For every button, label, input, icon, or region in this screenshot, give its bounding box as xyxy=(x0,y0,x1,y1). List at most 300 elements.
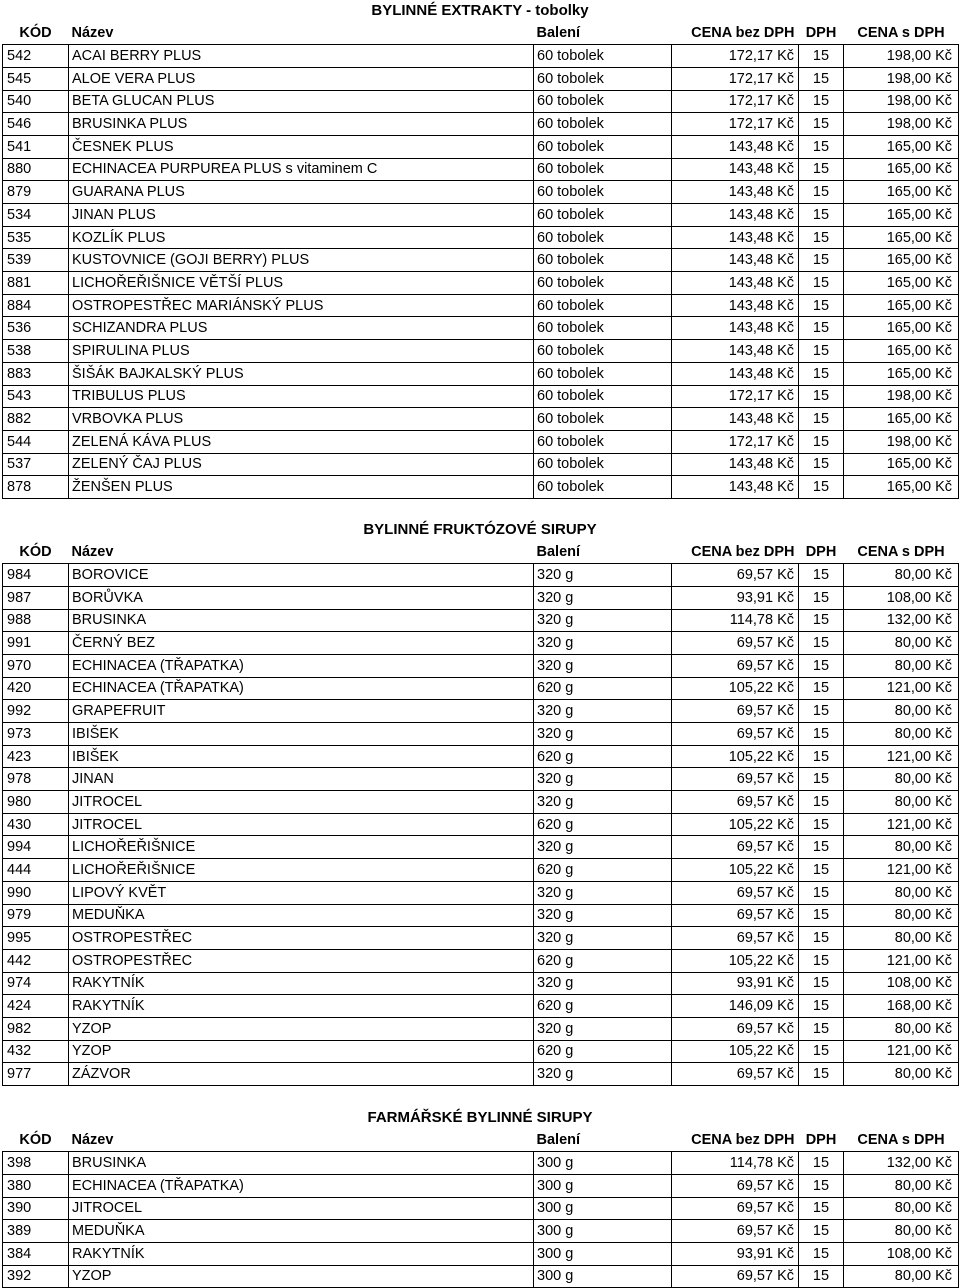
header-baleni: Balení xyxy=(536,1132,581,1149)
cell-dph: 15 xyxy=(799,972,844,995)
cell-kod: 423 xyxy=(3,745,69,768)
cell-baleni: 300 g xyxy=(534,1152,672,1175)
cell-dph: 15 xyxy=(799,430,844,453)
cell-baleni: 620 g xyxy=(534,859,672,882)
cell-kod: 430 xyxy=(3,813,69,836)
cell-baleni: 320 g xyxy=(534,972,672,995)
cell-nazev: MEDUŇKA xyxy=(69,904,534,927)
table-row xyxy=(3,294,959,317)
cell-kod: 432 xyxy=(3,1040,69,1063)
cell-nazev: JITROCEL xyxy=(69,791,534,814)
section-bylinne-extrakty xyxy=(0,0,960,499)
cell-baleni: 60 tobolek xyxy=(534,113,672,136)
cell-nazev: RAKYTNÍK xyxy=(69,995,534,1018)
cell-cena-s-dph: 80,00 Kč xyxy=(844,1174,959,1197)
cell-cena-s-dph: 80,00 Kč xyxy=(844,654,959,677)
cell-baleni: 620 g xyxy=(534,1040,672,1063)
cell-cena-bez-dph: 69,57 Kč xyxy=(672,1174,799,1197)
cell-kod: 534 xyxy=(3,204,69,227)
cell-nazev: JITROCEL xyxy=(69,1197,534,1220)
cell-kod: 380 xyxy=(3,1174,69,1197)
cell-kod: 539 xyxy=(3,249,69,272)
cell-kod: 544 xyxy=(3,430,69,453)
cell-baleni: 620 g xyxy=(534,949,672,972)
cell-kod: 978 xyxy=(3,768,69,791)
cell-cena-bez-dph: 143,48 Kč xyxy=(672,181,799,204)
cell-cena-s-dph: 165,00 Kč xyxy=(844,408,959,431)
cell-kod: 384 xyxy=(3,1242,69,1265)
cell-nazev: BRUSINKA PLUS xyxy=(69,113,534,136)
cell-cena-s-dph: 165,00 Kč xyxy=(844,272,959,295)
cell-cena-bez-dph: 143,48 Kč xyxy=(672,158,799,181)
cell-nazev: ECHINACEA (TŘAPATKA) xyxy=(69,654,534,677)
cell-cena-s-dph: 80,00 Kč xyxy=(844,904,959,927)
cell-cena-bez-dph: 105,22 Kč xyxy=(672,813,799,836)
price-table xyxy=(2,541,959,1086)
section-farmarske-sirupy xyxy=(0,1107,960,1288)
cell-baleni: 320 g xyxy=(534,904,672,927)
cell-dph: 15 xyxy=(799,677,844,700)
cell-dph: 15 xyxy=(799,135,844,158)
table-row xyxy=(3,995,959,1018)
cell-cena-s-dph: 132,00 Kč xyxy=(844,609,959,632)
cell-dph: 15 xyxy=(799,294,844,317)
table-row xyxy=(3,904,959,927)
cell-nazev: VRBOVKA PLUS xyxy=(69,408,534,431)
cell-nazev: BRUSINKA xyxy=(69,1152,534,1175)
header-cena-s-dph: CENA s DPH xyxy=(857,544,945,561)
cell-kod: 535 xyxy=(3,226,69,249)
cell-cena-s-dph: 121,00 Kč xyxy=(844,813,959,836)
cell-kod: 543 xyxy=(3,385,69,408)
table-row xyxy=(3,1242,959,1265)
cell-cena-bez-dph: 143,48 Kč xyxy=(672,362,799,385)
header-cena-bez-dph: CENA bez DPH xyxy=(691,25,795,42)
cell-cena-bez-dph: 69,57 Kč xyxy=(672,1063,799,1086)
cell-nazev: ECHINACEA PURPUREA PLUS s vitaminem C xyxy=(69,158,534,181)
table-row xyxy=(3,768,959,791)
table-row xyxy=(3,408,959,431)
cell-dph: 15 xyxy=(799,1220,844,1243)
cell-baleni: 60 tobolek xyxy=(534,90,672,113)
cell-cena-bez-dph: 143,48 Kč xyxy=(672,476,799,499)
cell-cena-s-dph: 165,00 Kč xyxy=(844,317,959,340)
table-row xyxy=(3,249,959,272)
cell-baleni: 300 g xyxy=(534,1220,672,1243)
table-row xyxy=(3,654,959,677)
cell-dph: 15 xyxy=(799,881,844,904)
cell-kod: 991 xyxy=(3,632,69,655)
cell-baleni: 300 g xyxy=(534,1265,672,1288)
cell-cena-s-dph: 198,00 Kč xyxy=(844,45,959,68)
cell-nazev: TRIBULUS PLUS xyxy=(69,385,534,408)
cell-cena-s-dph: 165,00 Kč xyxy=(844,249,959,272)
cell-dph: 15 xyxy=(799,317,844,340)
cell-nazev: LIPOVÝ KVĚT xyxy=(69,881,534,904)
cell-kod: 883 xyxy=(3,362,69,385)
cell-dph: 15 xyxy=(799,45,844,68)
cell-dph: 15 xyxy=(799,995,844,1018)
cell-cena-s-dph: 165,00 Kč xyxy=(844,362,959,385)
cell-cena-s-dph: 80,00 Kč xyxy=(844,927,959,950)
cell-dph: 15 xyxy=(799,564,844,587)
cell-cena-bez-dph: 172,17 Kč xyxy=(672,67,799,90)
cell-kod: 536 xyxy=(3,317,69,340)
header-cena-s-dph: CENA s DPH xyxy=(857,25,945,42)
cell-dph: 15 xyxy=(799,813,844,836)
cell-kod: 984 xyxy=(3,564,69,587)
cell-baleni: 320 g xyxy=(534,1063,672,1086)
cell-cena-s-dph: 165,00 Kč xyxy=(844,181,959,204)
section-title: BYLINNÉ FRUKTÓZOVÉ SIRUPY xyxy=(363,521,597,538)
table-row xyxy=(3,1152,959,1175)
cell-baleni: 60 tobolek xyxy=(534,408,672,431)
table-row xyxy=(3,859,959,882)
cell-dph: 15 xyxy=(799,1017,844,1040)
cell-cena-s-dph: 165,00 Kč xyxy=(844,204,959,227)
cell-baleni: 620 g xyxy=(534,745,672,768)
table-row xyxy=(3,1040,959,1063)
cell-cena-bez-dph: 143,48 Kč xyxy=(672,249,799,272)
cell-nazev: ECHINACEA (TŘAPATKA) xyxy=(69,1174,534,1197)
cell-cena-bez-dph: 105,22 Kč xyxy=(672,745,799,768)
cell-baleni: 60 tobolek xyxy=(534,67,672,90)
cell-cena-s-dph: 80,00 Kč xyxy=(844,700,959,723)
cell-nazev: ČERNÝ BEZ xyxy=(69,632,534,655)
table-row xyxy=(3,1174,959,1197)
cell-baleni: 300 g xyxy=(534,1197,672,1220)
cell-kod: 444 xyxy=(3,859,69,882)
cell-nazev: MEDUŇKA xyxy=(69,1220,534,1243)
cell-cena-bez-dph: 143,48 Kč xyxy=(672,408,799,431)
cell-cena-bez-dph: 69,57 Kč xyxy=(672,654,799,677)
cell-dph: 15 xyxy=(799,158,844,181)
cell-nazev: IBIŠEK xyxy=(69,723,534,746)
table-row xyxy=(3,881,959,904)
table-row xyxy=(3,813,959,836)
cell-baleni: 320 g xyxy=(534,654,672,677)
table-row xyxy=(3,700,959,723)
cell-cena-bez-dph: 146,09 Kč xyxy=(672,995,799,1018)
cell-nazev: JINAN xyxy=(69,768,534,791)
cell-baleni: 320 g xyxy=(534,1017,672,1040)
price-table xyxy=(2,1129,959,1288)
table-row xyxy=(3,677,959,700)
cell-kod: 995 xyxy=(3,927,69,950)
cell-dph: 15 xyxy=(799,453,844,476)
cell-kod: 424 xyxy=(3,995,69,1018)
cell-nazev: KOZLÍK PLUS xyxy=(69,226,534,249)
table-row xyxy=(3,158,959,181)
cell-cena-s-dph: 80,00 Kč xyxy=(844,632,959,655)
cell-cena-bez-dph: 69,57 Kč xyxy=(672,881,799,904)
cell-dph: 15 xyxy=(799,1152,844,1175)
cell-cena-bez-dph: 105,22 Kč xyxy=(672,677,799,700)
cell-dph: 15 xyxy=(799,1040,844,1063)
cell-dph: 15 xyxy=(799,859,844,882)
cell-nazev: SCHIZANDRA PLUS xyxy=(69,317,534,340)
cell-dph: 15 xyxy=(799,1174,844,1197)
cell-kod: 542 xyxy=(3,45,69,68)
table-row xyxy=(3,1063,959,1086)
cell-cena-bez-dph: 143,48 Kč xyxy=(672,453,799,476)
cell-nazev: ALOE VERA PLUS xyxy=(69,67,534,90)
header-dph: DPH xyxy=(805,1132,837,1149)
cell-kod: 878 xyxy=(3,476,69,499)
cell-baleni: 60 tobolek xyxy=(534,476,672,499)
cell-cena-bez-dph: 69,57 Kč xyxy=(672,791,799,814)
cell-baleni: 320 g xyxy=(534,768,672,791)
cell-baleni: 320 g xyxy=(534,881,672,904)
cell-baleni: 60 tobolek xyxy=(534,385,672,408)
cell-dph: 15 xyxy=(799,586,844,609)
section-title: FARMÁŘSKÉ BYLINNÉ SIRUPY xyxy=(367,1109,593,1126)
cell-cena-s-dph: 108,00 Kč xyxy=(844,586,959,609)
cell-cena-bez-dph: 69,57 Kč xyxy=(672,927,799,950)
cell-cena-bez-dph: 114,78 Kč xyxy=(672,609,799,632)
table-row xyxy=(3,476,959,499)
cell-dph: 15 xyxy=(799,272,844,295)
cell-nazev: JINAN PLUS xyxy=(69,204,534,227)
cell-nazev: ŠIŠÁK BAJKALSKÝ PLUS xyxy=(69,362,534,385)
cell-kod: 987 xyxy=(3,586,69,609)
cell-cena-s-dph: 108,00 Kč xyxy=(844,972,959,995)
cell-kod: 973 xyxy=(3,723,69,746)
header-dph: DPH xyxy=(805,544,837,561)
cell-baleni: 60 tobolek xyxy=(534,158,672,181)
cell-cena-bez-dph: 143,48 Kč xyxy=(672,204,799,227)
cell-cena-s-dph: 80,00 Kč xyxy=(844,1220,959,1243)
cell-cena-bez-dph: 93,91 Kč xyxy=(672,586,799,609)
cell-kod: 541 xyxy=(3,135,69,158)
table-row xyxy=(3,836,959,859)
cell-nazev: OSTROPESTŘEC xyxy=(69,949,534,972)
table-row xyxy=(3,67,959,90)
cell-baleni: 320 g xyxy=(534,791,672,814)
cell-cena-bez-dph: 143,48 Kč xyxy=(672,272,799,295)
cell-baleni: 60 tobolek xyxy=(534,340,672,363)
cell-cena-s-dph: 198,00 Kč xyxy=(844,67,959,90)
header-kod: KÓD xyxy=(19,1132,52,1149)
cell-kod: 398 xyxy=(3,1152,69,1175)
cell-dph: 15 xyxy=(799,1265,844,1288)
cell-cena-s-dph: 165,00 Kč xyxy=(844,453,959,476)
cell-baleni: 60 tobolek xyxy=(534,294,672,317)
cell-baleni: 320 g xyxy=(534,632,672,655)
cell-cena-bez-dph: 105,22 Kč xyxy=(672,949,799,972)
cell-cena-bez-dph: 69,57 Kč xyxy=(672,700,799,723)
table-row xyxy=(3,272,959,295)
cell-dph: 15 xyxy=(799,836,844,859)
cell-kod: 979 xyxy=(3,904,69,927)
cell-dph: 15 xyxy=(799,362,844,385)
table-header-row xyxy=(3,22,959,45)
cell-baleni: 60 tobolek xyxy=(534,204,672,227)
header-nazev: Název xyxy=(71,25,114,42)
cell-kod: 884 xyxy=(3,294,69,317)
cell-cena-bez-dph: 69,57 Kč xyxy=(672,1197,799,1220)
cell-cena-s-dph: 168,00 Kč xyxy=(844,995,959,1018)
cell-dph: 15 xyxy=(799,249,844,272)
cell-dph: 15 xyxy=(799,476,844,499)
table-row xyxy=(3,723,959,746)
cell-dph: 15 xyxy=(799,654,844,677)
cell-cena-s-dph: 80,00 Kč xyxy=(844,791,959,814)
cell-kod: 538 xyxy=(3,340,69,363)
cell-kod: 992 xyxy=(3,700,69,723)
table-header-row xyxy=(3,1129,959,1152)
table-row xyxy=(3,317,959,340)
cell-nazev: ZELENÁ KÁVA PLUS xyxy=(69,430,534,453)
cell-kod: 390 xyxy=(3,1197,69,1220)
cell-nazev: ZÁZVOR xyxy=(69,1063,534,1086)
cell-cena-s-dph: 80,00 Kč xyxy=(844,1265,959,1288)
table-row xyxy=(3,1017,959,1040)
cell-dph: 15 xyxy=(799,1063,844,1086)
cell-kod: 882 xyxy=(3,408,69,431)
cell-cena-bez-dph: 93,91 Kč xyxy=(672,972,799,995)
cell-cena-s-dph: 121,00 Kč xyxy=(844,859,959,882)
cell-kod: 970 xyxy=(3,654,69,677)
cell-dph: 15 xyxy=(799,927,844,950)
cell-kod: 980 xyxy=(3,791,69,814)
cell-cena-bez-dph: 93,91 Kč xyxy=(672,1242,799,1265)
cell-dph: 15 xyxy=(799,768,844,791)
table-row xyxy=(3,181,959,204)
table-row xyxy=(3,135,959,158)
cell-kod: 540 xyxy=(3,90,69,113)
cell-dph: 15 xyxy=(799,113,844,136)
section-title: BYLINNÉ EXTRAKTY - tobolky xyxy=(371,2,589,19)
table-row xyxy=(3,113,959,136)
cell-baleni: 320 g xyxy=(534,586,672,609)
cell-nazev: JITROCEL xyxy=(69,813,534,836)
cell-kod: 546 xyxy=(3,113,69,136)
cell-cena-s-dph: 80,00 Kč xyxy=(844,768,959,791)
cell-nazev: YZOP xyxy=(69,1017,534,1040)
cell-baleni: 620 g xyxy=(534,995,672,1018)
table-row xyxy=(3,972,959,995)
cell-cena-bez-dph: 69,57 Kč xyxy=(672,564,799,587)
cell-cena-s-dph: 165,00 Kč xyxy=(844,340,959,363)
cell-cena-bez-dph: 69,57 Kč xyxy=(672,632,799,655)
cell-kod: 881 xyxy=(3,272,69,295)
header-cena-bez-dph: CENA bez DPH xyxy=(691,544,795,561)
cell-nazev: BOROVICE xyxy=(69,564,534,587)
cell-cena-bez-dph: 143,48 Kč xyxy=(672,340,799,363)
header-nazev: Název xyxy=(71,544,114,561)
cell-cena-s-dph: 121,00 Kč xyxy=(844,1040,959,1063)
cell-cena-bez-dph: 172,17 Kč xyxy=(672,45,799,68)
table-row xyxy=(3,385,959,408)
cell-cena-s-dph: 80,00 Kč xyxy=(844,564,959,587)
cell-baleni: 60 tobolek xyxy=(534,453,672,476)
cell-cena-s-dph: 108,00 Kč xyxy=(844,1242,959,1265)
cell-dph: 15 xyxy=(799,90,844,113)
header-cena-s-dph: CENA s DPH xyxy=(857,1132,945,1149)
cell-nazev: ECHINACEA (TŘAPATKA) xyxy=(69,677,534,700)
cell-nazev: GUARANA PLUS xyxy=(69,181,534,204)
cell-dph: 15 xyxy=(799,700,844,723)
cell-dph: 15 xyxy=(799,723,844,746)
cell-cena-bez-dph: 143,48 Kč xyxy=(672,317,799,340)
cell-baleni: 60 tobolek xyxy=(534,181,672,204)
header-nazev: Název xyxy=(71,1132,114,1149)
cell-cena-bez-dph: 114,78 Kč xyxy=(672,1152,799,1175)
header-cena-bez-dph: CENA bez DPH xyxy=(691,1132,795,1149)
cell-dph: 15 xyxy=(799,949,844,972)
table-row xyxy=(3,1265,959,1288)
cell-dph: 15 xyxy=(799,609,844,632)
cell-nazev: GRAPEFRUIT xyxy=(69,700,534,723)
cell-cena-s-dph: 165,00 Kč xyxy=(844,158,959,181)
cell-kod: 982 xyxy=(3,1017,69,1040)
cell-baleni: 620 g xyxy=(534,813,672,836)
table-header-row xyxy=(3,541,959,564)
cell-cena-s-dph: 80,00 Kč xyxy=(844,1197,959,1220)
cell-cena-s-dph: 165,00 Kč xyxy=(844,135,959,158)
cell-dph: 15 xyxy=(799,791,844,814)
cell-dph: 15 xyxy=(799,67,844,90)
cell-cena-bez-dph: 105,22 Kč xyxy=(672,1040,799,1063)
cell-nazev: SPIRULINA PLUS xyxy=(69,340,534,363)
cell-baleni: 60 tobolek xyxy=(534,362,672,385)
cell-nazev: KUSTOVNICE (GOJI BERRY) PLUS xyxy=(69,249,534,272)
cell-cena-s-dph: 80,00 Kč xyxy=(844,1063,959,1086)
table-row xyxy=(3,564,959,587)
cell-nazev: ZELENÝ ČAJ PLUS xyxy=(69,453,534,476)
header-baleni: Balení xyxy=(536,25,581,42)
cell-baleni: 60 tobolek xyxy=(534,226,672,249)
cell-cena-s-dph: 198,00 Kč xyxy=(844,385,959,408)
cell-baleni: 60 tobolek xyxy=(534,249,672,272)
cell-baleni: 60 tobolek xyxy=(534,45,672,68)
cell-dph: 15 xyxy=(799,226,844,249)
cell-kod: 880 xyxy=(3,158,69,181)
section-fruktozove-sirupy xyxy=(0,519,960,1086)
cell-nazev: ŽENŠEN PLUS xyxy=(69,476,534,499)
cell-nazev: LICHOŘEŘIŠNICE VĚTŠÍ PLUS xyxy=(69,272,534,295)
cell-cena-bez-dph: 69,57 Kč xyxy=(672,1220,799,1243)
cell-baleni: 300 g xyxy=(534,1242,672,1265)
cell-cena-bez-dph: 69,57 Kč xyxy=(672,768,799,791)
cell-kod: 537 xyxy=(3,453,69,476)
cell-nazev: BORŮVKA xyxy=(69,586,534,609)
cell-cena-s-dph: 80,00 Kč xyxy=(844,836,959,859)
cell-baleni: 320 g xyxy=(534,927,672,950)
cell-cena-bez-dph: 69,57 Kč xyxy=(672,1017,799,1040)
cell-cena-bez-dph: 172,17 Kč xyxy=(672,430,799,453)
table-row xyxy=(3,90,959,113)
cell-dph: 15 xyxy=(799,408,844,431)
cell-cena-s-dph: 198,00 Kč xyxy=(844,90,959,113)
cell-nazev: ČESNEK PLUS xyxy=(69,135,534,158)
cell-kod: 988 xyxy=(3,609,69,632)
cell-kod: 990 xyxy=(3,881,69,904)
table-row xyxy=(3,340,959,363)
cell-kod: 879 xyxy=(3,181,69,204)
cell-cena-bez-dph: 143,48 Kč xyxy=(672,135,799,158)
cell-kod: 994 xyxy=(3,836,69,859)
cell-baleni: 60 tobolek xyxy=(534,272,672,295)
cell-cena-s-dph: 80,00 Kč xyxy=(844,1017,959,1040)
cell-nazev: BRUSINKA xyxy=(69,609,534,632)
cell-nazev: BETA GLUCAN PLUS xyxy=(69,90,534,113)
cell-baleni: 620 g xyxy=(534,677,672,700)
table-row xyxy=(3,362,959,385)
cell-baleni: 320 g xyxy=(534,700,672,723)
cell-cena-s-dph: 80,00 Kč xyxy=(844,723,959,746)
